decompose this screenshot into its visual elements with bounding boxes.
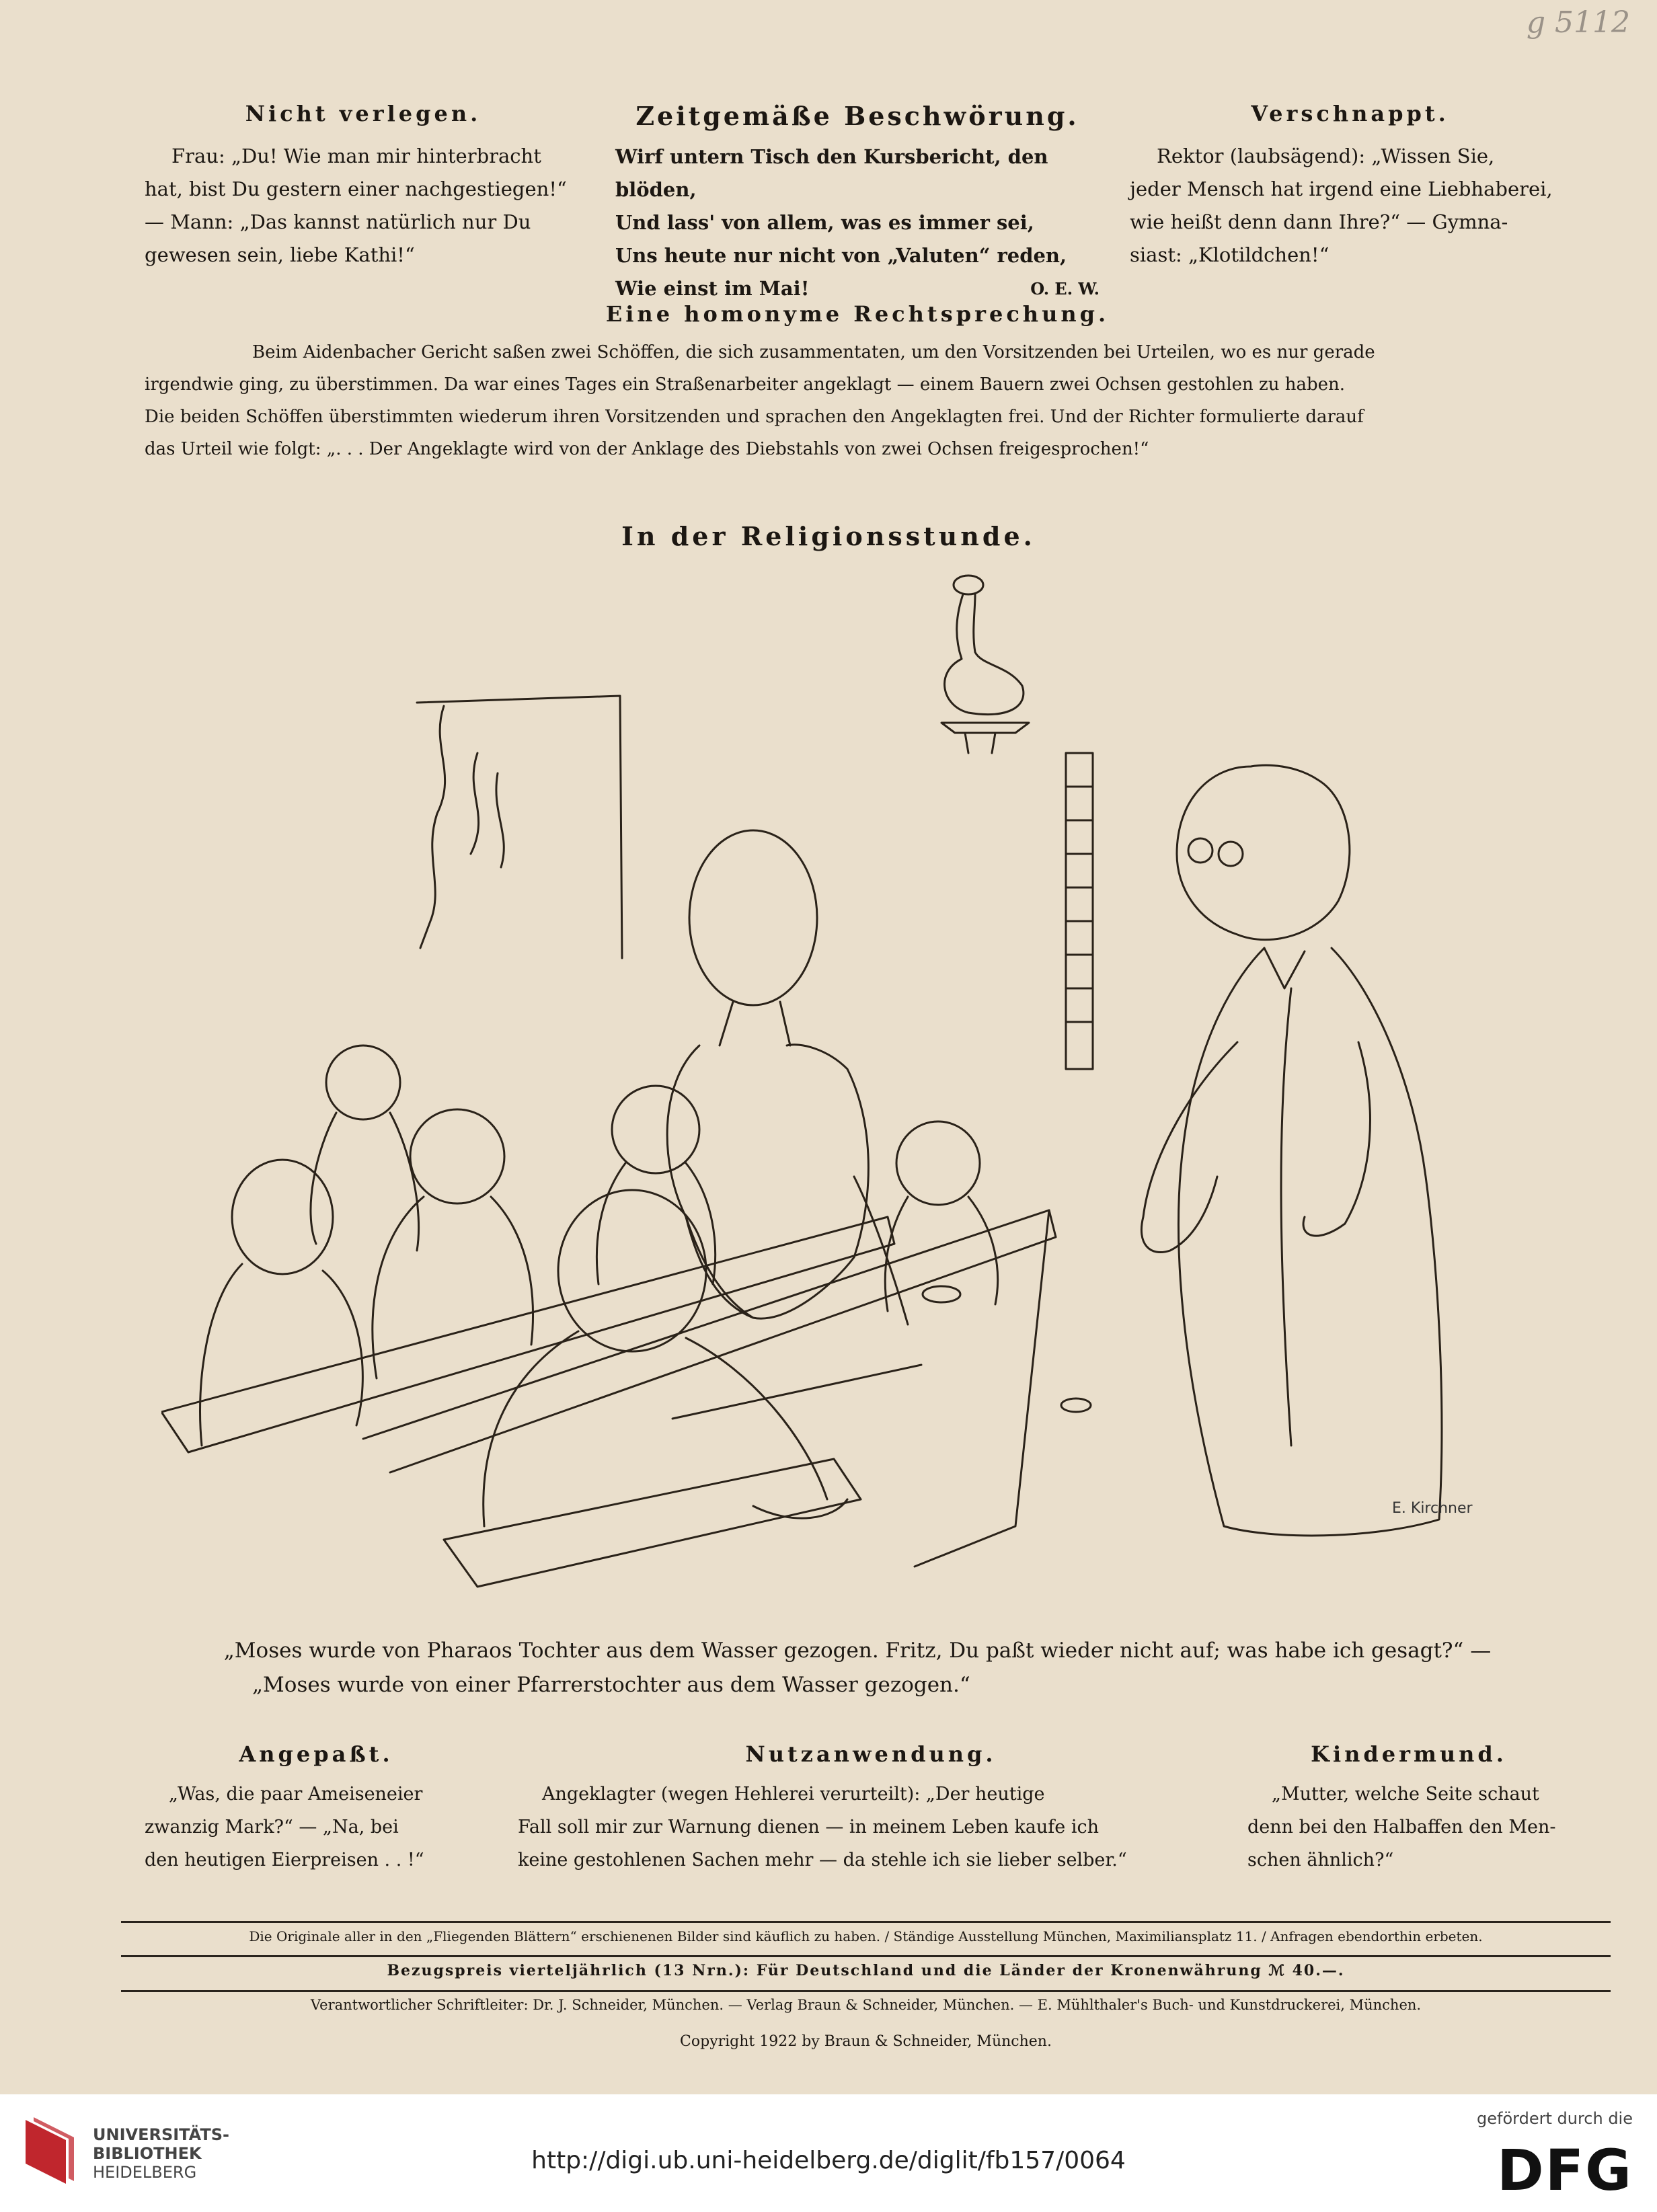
logo-line: BIBLIOTHEK — [93, 2144, 202, 2163]
line: das Urteil wie folgt: „. . . Der Angeklagte wird von der Anklage des Diebstahls von zwei Ochsen freigesprochen!“ — [145, 439, 1149, 459]
line: irgendwie ging, zu überstimmen. Da war eines Tages ein Straßenarbeiter angeklagt — einem Bauern zwei Ochsen gestohlen zu haben. — [145, 374, 1346, 395]
line: Und lass' von allem, was es immer sei, — [615, 211, 1034, 234]
cartoon-illustration — [161, 571, 1574, 1620]
line: Beim Aidenbacher Gericht saßen zwei Schöffen, die sich zusammentaten, um den Vorsitzenden bei Urteilen, wo es nur gerade — [252, 342, 1375, 362]
heading-zeitgemaesse-beschwoerung: Zeitgemäße Beschwörung. — [635, 101, 1079, 131]
caption-line: „Moses wurde von Pharaos Tochter aus dem Wasser gezogen. Fritz, Du paßt wieder nicht auf; was habe ich gesagt?“ — — [223, 1638, 1492, 1663]
funder-label: gefördert durch die — [1477, 2109, 1633, 2128]
column-angepasst — [145, 1741, 488, 1877]
column-zeitgemaesse-beschwoerung — [615, 101, 1100, 305]
line: jeder Mensch hat irgend eine Liebhaberei, — [1130, 177, 1553, 200]
author-initials: O. E. W. — [1030, 279, 1100, 299]
logo-line: UNIVERSITÄTS- — [93, 2125, 230, 2144]
section-homonyme-rechtsprechung — [145, 301, 1570, 465]
artist-signature: E. Kirchner — [1392, 1500, 1473, 1517]
teacher — [1141, 765, 1442, 1536]
pupil-bald-front — [484, 1190, 847, 1526]
heading-nicht-verlegen: Nicht verlegen. — [245, 101, 481, 126]
column-kindermund — [1247, 1741, 1570, 1877]
line: denn bei den Halbaffen den Men- — [1247, 1817, 1556, 1838]
dfg-logo[interactable]: DFG — [1496, 2137, 1633, 2203]
column-nutzanwendung — [518, 1741, 1224, 1877]
line: Angeklagter (wegen Hehlerei verurteilt): „Der heutige — [542, 1784, 1045, 1805]
footer-rule-3 — [121, 1990, 1611, 1992]
column-verschnappt — [1130, 101, 1570, 272]
footer-rule-2 — [121, 1955, 1611, 1957]
heading-verschnappt: Verschnappt. — [1251, 101, 1449, 126]
line: keine gestohlenen Sachen mehr — da stehle ich sie lieber selber.“ — [518, 1850, 1127, 1870]
cartoon-title: In der Religionsstunde. — [621, 521, 1036, 551]
archive-stamp: g 5112 — [1526, 5, 1630, 40]
line: schen ähnlich?“ — [1247, 1850, 1394, 1870]
footer-publisher: Verantwortlicher Schriftleiter: Dr. J. Schneider, München. — Verlag Braun & Schneider, München. — E. Mühlthaler's Buch- und Kunstdruckerei, München. — [310, 1997, 1422, 2013]
page-url-link[interactable]: http://digi.ub.uni-heidelberg.de/diglit/fb157/0064 — [531, 2147, 1126, 2174]
line: „Mutter, welche Seite schaut — [1272, 1784, 1539, 1805]
logo-line: HEIDELBERG — [93, 2163, 197, 2182]
line: gewesen sein, liebe Kathi!“ — [145, 243, 415, 266]
line: „Was, die paar Ameiseneier — [169, 1784, 423, 1805]
footer-subscription: Bezugspreis vierteljährlich (13 Nrn.): Für Deutschland und die Länder der Kronenwährung ℳ 40.—. — [387, 1962, 1345, 1979]
line: Frau: „Du! Wie man mir hinterbracht — [171, 145, 541, 167]
line: zwanzig Mark?“ — „Na, bei — [145, 1817, 399, 1838]
column-nicht-verlegen — [145, 101, 582, 272]
line: Uns heute nur nicht von „Valuten“ reden, — [615, 244, 1067, 267]
cartoon-caption — [145, 1634, 1570, 1702]
footer-originals: Die Originale aller in den „Fliegenden Blättern“ erschienenen Bilder sind käuflich zu haben. / Ständige Ausstellung München, Maximiliansplatz 11. / Anfragen ebendorthin erbeten. — [249, 1928, 1483, 1944]
line: den heutigen Eierpreisen . . !“ — [145, 1850, 424, 1870]
line: wie heißt denn dann Ihre?“ — Gymna- — [1130, 210, 1508, 233]
text-verschnappt — [1130, 140, 1570, 272]
line: siast: „Klotildchen!“ — [1130, 243, 1330, 266]
line: Wirf untern Tisch den Kursbericht, den blöden, — [615, 145, 1048, 201]
wall-map — [417, 696, 622, 958]
footer-rule-1 — [121, 1921, 1611, 1923]
line: Rektor (laubsägend): „Wissen Sie, — [1157, 145, 1495, 167]
footer-copyright: Copyright 1922 by Braun & Schneider, München. — [680, 2033, 1052, 2050]
line: — Mann: „Das kannst natürlich nur Du — [145, 210, 531, 233]
school-desks — [161, 1210, 1091, 1587]
heading-nutzanwendung: Nutzanwendung. — [745, 1741, 997, 1767]
line: Die beiden Schöffen überstimmten wiederum ihren Vorsitzenden und sprachen den Angeklagten frei. Und der Richter formulierte darauf — [145, 407, 1364, 427]
text-nutzanwendung — [518, 1778, 1224, 1877]
text-nicht-verlegen — [145, 140, 582, 272]
pupils-background — [200, 1045, 998, 1446]
caption-line: „Moses wurde von einer Pfarrerstochter aus dem Wasser gezogen.“ — [252, 1673, 970, 1697]
viewer-footer-bar — [0, 2094, 1657, 2212]
text-kindermund — [1247, 1778, 1570, 1877]
line: hat, bist Du gestern einer nachgestiegen!“ — [145, 177, 567, 200]
text-angepasst — [145, 1778, 488, 1877]
heading-homonyme-rechtsprechung: Eine homonyme Rechtsprechung. — [605, 301, 1110, 327]
heading-angepasst: Angepaßt. — [239, 1741, 393, 1767]
poem-zeitgemaesse-beschwoerung — [615, 141, 1100, 305]
stuffed-bird — [941, 576, 1029, 753]
text-homonyme-rechtsprechung — [145, 336, 1570, 465]
heading-kindermund: Kindermund. — [1311, 1741, 1507, 1767]
poem-last-line: Wie einst im Mai! — [615, 277, 810, 300]
line — [615, 272, 1100, 305]
line: Fall soll mir zur Warnung dienen — in meinem Leben kaufe ich — [518, 1817, 1099, 1838]
measuring-stick — [1066, 753, 1093, 1069]
